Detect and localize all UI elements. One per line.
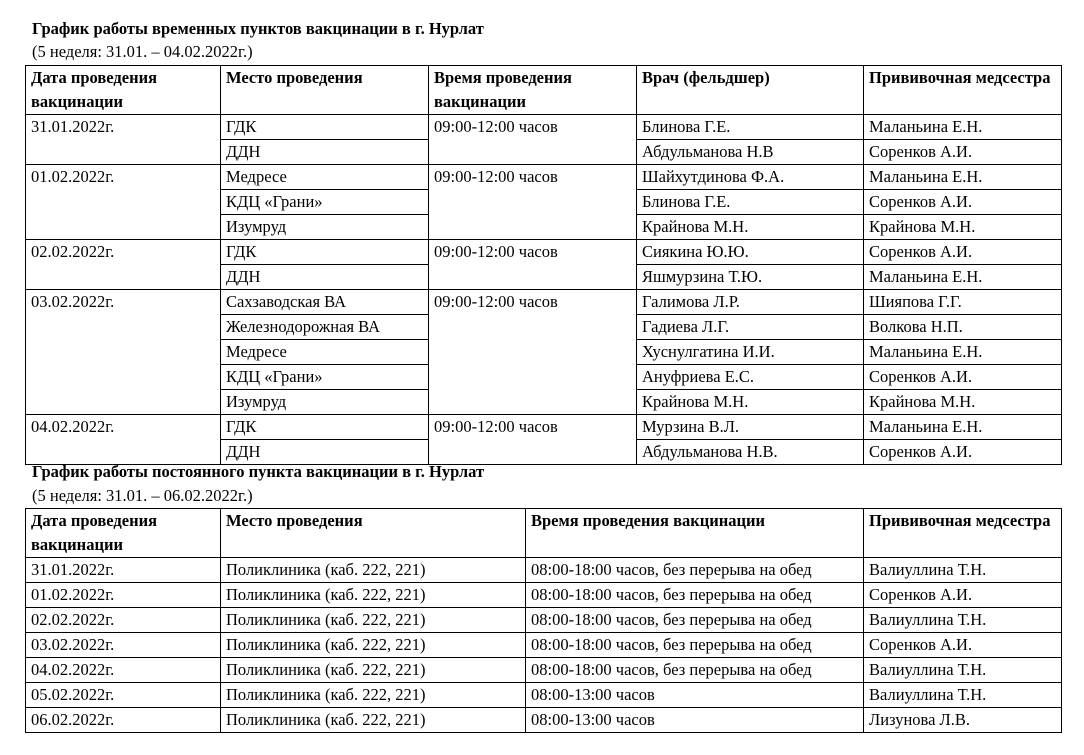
nurse-cell: Валиуллина Т.Н. bbox=[864, 558, 1062, 583]
temp-schedule-subtitle: (5 неделя: 31.01. – 04.02.2022г.) bbox=[32, 42, 253, 61]
time-cell: 09:00-12:00 часов bbox=[429, 165, 637, 240]
nurse-cell: Соренков А.И. bbox=[864, 190, 1062, 215]
temp-schedule-title: График работы временных пунктов вакцинации в г. Нурлат bbox=[32, 19, 484, 38]
date-cell: 01.02.2022г. bbox=[26, 165, 221, 240]
nurse-cell: Валиуллина Т.Н. bbox=[864, 608, 1062, 633]
place-cell: ГДК bbox=[221, 240, 429, 265]
date-cell: 04.02.2022г. bbox=[26, 658, 221, 683]
date-cell: 03.02.2022г. bbox=[26, 633, 221, 658]
nurse-cell: Соренков А.И. bbox=[864, 140, 1062, 165]
date-cell: 05.02.2022г. bbox=[26, 683, 221, 708]
nurse-cell: Маланьина Е.Н. bbox=[864, 415, 1062, 440]
table-row bbox=[26, 240, 1062, 265]
date-cell: 03.02.2022г. bbox=[26, 290, 221, 415]
nurse-cell: Крайнова М.Н. bbox=[864, 390, 1062, 415]
nurse-cell: Маланьина Е.Н. bbox=[864, 265, 1062, 290]
table-row bbox=[26, 608, 1062, 633]
header-nurse: Прививочная медсестра bbox=[864, 509, 1062, 558]
place-cell: Медресе bbox=[221, 340, 429, 365]
nurse-cell: Шияпова Г.Г. bbox=[864, 290, 1062, 315]
doctor-cell: Яшмурзина Т.Ю. bbox=[637, 265, 864, 290]
header-place: Место проведения bbox=[221, 66, 429, 115]
doctor-cell: Крайнова М.Н. bbox=[637, 390, 864, 415]
doctor-cell: Блинова Г.Е. bbox=[637, 190, 864, 215]
place-cell: ДДН bbox=[221, 265, 429, 290]
perm-schedule-table bbox=[25, 508, 1062, 733]
doctor-cell: Галимова Л.Р. bbox=[637, 290, 864, 315]
perm-schedule-title: График работы постоянного пункта вакцинации в г. Нурлат bbox=[32, 462, 485, 481]
nurse-cell: Крайнова М.Н. bbox=[864, 215, 1062, 240]
doctor-cell: Крайнова М.Н. bbox=[637, 215, 864, 240]
doctor-cell: Сиякина Ю.Ю. bbox=[637, 240, 864, 265]
place-cell: Изумруд bbox=[221, 215, 429, 240]
nurse-cell: Маланьина Е.Н. bbox=[864, 340, 1062, 365]
date-cell: 06.02.2022г. bbox=[26, 708, 221, 733]
header-place: Место проведения bbox=[221, 509, 526, 558]
perm-schedule-subtitle: (5 неделя: 31.01. – 06.02.2022г.) bbox=[32, 486, 253, 505]
header-time: Время проведения вакцинации bbox=[429, 66, 637, 115]
place-cell: Медресе bbox=[221, 165, 429, 190]
date-cell: 31.01.2022г. bbox=[26, 558, 221, 583]
date-cell: 31.01.2022г. bbox=[26, 115, 221, 165]
table-row bbox=[26, 290, 1062, 315]
place-cell: ДДН bbox=[221, 440, 429, 465]
nurse-cell: Соренков А.И. bbox=[864, 440, 1062, 465]
place-cell: Поликлиника (каб. 222, 221) bbox=[221, 683, 526, 708]
temp-schedule-body bbox=[26, 115, 1062, 465]
place-cell: Железнодорожная ВА bbox=[221, 315, 429, 340]
table-header-row bbox=[26, 509, 1062, 558]
place-cell: Сахзаводская ВА bbox=[221, 290, 429, 315]
table-row bbox=[26, 115, 1062, 140]
header-doctor: Врач (фельдшер) bbox=[637, 66, 864, 115]
doctor-cell: Блинова Г.Е. bbox=[637, 115, 864, 140]
place-cell: КДЦ «Грани» bbox=[221, 365, 429, 390]
place-cell: ДДН bbox=[221, 140, 429, 165]
date-cell: 01.02.2022г. bbox=[26, 583, 221, 608]
nurse-cell: Соренков А.И. bbox=[864, 240, 1062, 265]
doctor-cell: Шайхутдинова Ф.А. bbox=[637, 165, 864, 190]
time-cell: 08:00-18:00 часов, без перерыва на обед bbox=[526, 633, 864, 658]
nurse-cell: Маланьина Е.Н. bbox=[864, 165, 1062, 190]
header-date: Дата проведения вакцинации bbox=[26, 509, 221, 558]
place-cell: ГДК bbox=[221, 115, 429, 140]
doctor-cell: Ануфриева Е.С. bbox=[637, 365, 864, 390]
time-cell: 08:00-18:00 часов, без перерыва на обед bbox=[526, 658, 864, 683]
time-cell: 09:00-12:00 часов bbox=[429, 415, 637, 465]
doctor-cell: Абдульманова Н.В. bbox=[637, 440, 864, 465]
place-cell: Поликлиника (каб. 222, 221) bbox=[221, 708, 526, 733]
table-row bbox=[26, 558, 1062, 583]
temp-schedule-table bbox=[25, 65, 1062, 465]
table-row bbox=[26, 165, 1062, 190]
table-row bbox=[26, 633, 1062, 658]
header-date: Дата проведения вакцинации bbox=[26, 66, 221, 115]
nurse-cell: Соренков А.И. bbox=[864, 365, 1062, 390]
table-row bbox=[26, 683, 1062, 708]
time-cell: 08:00-18:00 часов, без перерыва на обед bbox=[526, 583, 864, 608]
place-cell: КДЦ «Грани» bbox=[221, 190, 429, 215]
header-time: Время проведения вакцинации bbox=[526, 509, 864, 558]
place-cell: Поликлиника (каб. 222, 221) bbox=[221, 658, 526, 683]
date-cell: 04.02.2022г. bbox=[26, 415, 221, 465]
time-cell: 09:00-12:00 часов bbox=[429, 290, 637, 415]
nurse-cell: Валиуллина Т.Н. bbox=[864, 658, 1062, 683]
place-cell: Поликлиника (каб. 222, 221) bbox=[221, 583, 526, 608]
doctor-cell: Мурзина В.Л. bbox=[637, 415, 864, 440]
table-row bbox=[26, 658, 1062, 683]
nurse-cell: Лизунова Л.В. bbox=[864, 708, 1062, 733]
perm-schedule-body bbox=[26, 558, 1062, 733]
nurse-cell: Маланьина Е.Н. bbox=[864, 115, 1062, 140]
doctor-cell: Абдульманова Н.В bbox=[637, 140, 864, 165]
table-row bbox=[26, 583, 1062, 608]
time-cell: 08:00-18:00 часов, без перерыва на обед bbox=[526, 608, 864, 633]
time-cell: 09:00-12:00 часов bbox=[429, 115, 637, 165]
place-cell: Изумруд bbox=[221, 390, 429, 415]
nurse-cell: Валиуллина Т.Н. bbox=[864, 683, 1062, 708]
place-cell: Поликлиника (каб. 222, 221) bbox=[221, 558, 526, 583]
time-cell: 09:00-12:00 часов bbox=[429, 240, 637, 290]
nurse-cell: Соренков А.И. bbox=[864, 583, 1062, 608]
time-cell: 08:00-18:00 часов, без перерыва на обед bbox=[526, 558, 864, 583]
header-nurse: Прививочная медсестра bbox=[864, 66, 1062, 115]
place-cell: Поликлиника (каб. 222, 221) bbox=[221, 608, 526, 633]
place-cell: ГДК bbox=[221, 415, 429, 440]
time-cell: 08:00-13:00 часов bbox=[526, 683, 864, 708]
nurse-cell: Волкова Н.П. bbox=[864, 315, 1062, 340]
table-row bbox=[26, 708, 1062, 733]
table-header-row bbox=[26, 66, 1062, 115]
table-row bbox=[26, 415, 1062, 440]
place-cell: Поликлиника (каб. 222, 221) bbox=[221, 633, 526, 658]
doctor-cell: Хуснулгатина И.И. bbox=[637, 340, 864, 365]
date-cell: 02.02.2022г. bbox=[26, 240, 221, 290]
time-cell: 08:00-13:00 часов bbox=[526, 708, 864, 733]
doctor-cell: Гадиева Л.Г. bbox=[637, 315, 864, 340]
date-cell: 02.02.2022г. bbox=[26, 608, 221, 633]
nurse-cell: Соренков А.И. bbox=[864, 633, 1062, 658]
